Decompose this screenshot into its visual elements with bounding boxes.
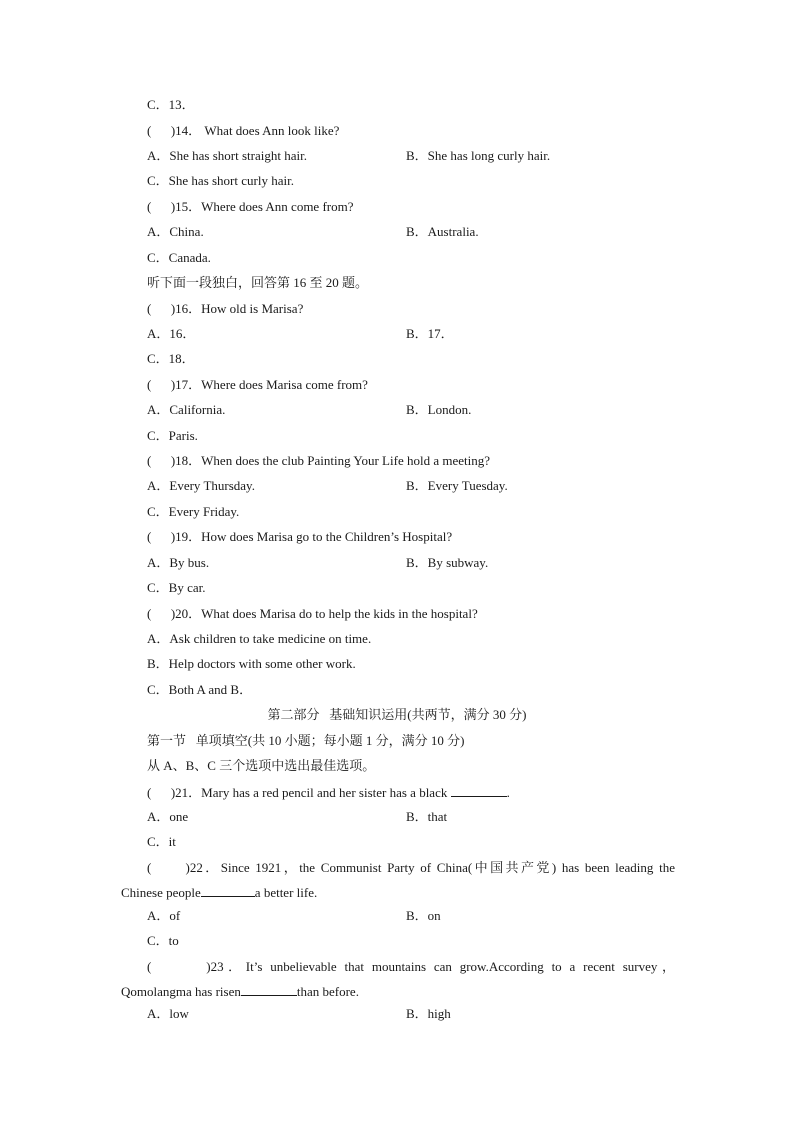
q15-stem: ( )15．Where does Ann come from? bbox=[147, 199, 354, 214]
q19-option-c: C．By car. bbox=[147, 580, 206, 595]
q18-option-b: B．Every Tuesday. bbox=[406, 478, 508, 493]
q20-option-c: C．Both A and B． bbox=[147, 682, 253, 697]
q15-option-a: A．China. bbox=[147, 224, 204, 239]
q22-stem-line2-text: Chinese people bbox=[121, 885, 201, 900]
section-one-title: 第一节 单项填空(共 10 小题；每小题 1 分，满分 10 分) bbox=[147, 733, 465, 748]
q22-stem-line2 bbox=[121, 884, 317, 901]
q23-stem-line2-text: Qomolangma has risen bbox=[121, 984, 241, 999]
q18-option-a: A．Every Thursday. bbox=[147, 478, 255, 493]
q13-option-c: C．13． bbox=[147, 97, 195, 112]
q15-option-c: C．Canada. bbox=[147, 250, 211, 265]
q22-stem-line1: ( )22．Since 1921，the Communist Party of China(中国共产党) has been leading the bbox=[147, 860, 675, 875]
q20-option-a: A．Ask children to take medicine on time. bbox=[147, 631, 372, 646]
q21-option-c: C．it bbox=[147, 834, 176, 849]
q21-option-b: B．that bbox=[406, 809, 448, 824]
q21-stem bbox=[147, 784, 510, 801]
q20-option-b: B．Help doctors with some other work. bbox=[147, 656, 356, 671]
q17-option-b: B．London. bbox=[406, 402, 472, 417]
part-two-title: 第二部分 基础知识运用(共两节，满分 30 分) bbox=[267, 707, 527, 722]
q14-option-a: A．She has short straight hair. bbox=[147, 148, 307, 163]
q21-option-a: A．one bbox=[147, 809, 189, 824]
q23-option-a: A．low bbox=[147, 1006, 189, 1021]
monologue-instruction: 听下面一段独白，回答第 16 至 20 题。 bbox=[147, 275, 369, 290]
q22-option-b: B．on bbox=[406, 908, 441, 923]
q19-option-b: B．By subway. bbox=[406, 555, 489, 570]
section-one-instruction: 从 A、B、C 三个选项中选出最佳选项。 bbox=[147, 758, 376, 773]
q22-answer-blank bbox=[201, 884, 255, 897]
q23-answer-blank bbox=[241, 983, 297, 996]
q14-option-b: B．She has long curly hair. bbox=[406, 148, 551, 163]
q19-stem: ( )19．How does Marisa go to the Children’s Hospital? bbox=[147, 529, 453, 544]
q22-option-c: C．to bbox=[147, 933, 179, 948]
q14-stem: ( )14． What does Ann look like? bbox=[147, 123, 340, 138]
q22-stem-line2-end: a better life. bbox=[254, 885, 318, 900]
q23-stem-line2-end: than before. bbox=[296, 984, 359, 999]
q20-stem: ( )20．What does Marisa do to help the kids in the hospital? bbox=[147, 606, 478, 621]
q16-stem: ( )16．How old is Marisa? bbox=[147, 301, 304, 316]
q16-option-a: A．16． bbox=[147, 326, 196, 341]
q21-answer-blank bbox=[451, 784, 507, 797]
q23-stem-line2 bbox=[121, 983, 359, 1000]
q21-stem-end: . bbox=[506, 785, 510, 800]
q18-option-c: C．Every Friday. bbox=[147, 504, 240, 519]
q21-stem-text: ( )21．Mary has a red pencil and her sister has a black bbox=[147, 785, 448, 800]
q17-option-a: A．California. bbox=[147, 402, 226, 417]
q23-stem-line1: ( )23．It’s unbelievable that mountains can grow.According to a recent survey， bbox=[147, 959, 675, 974]
q17-option-c: C．Paris. bbox=[147, 428, 198, 443]
q17-stem: ( )17．Where does Marisa come from? bbox=[147, 377, 368, 392]
q23-option-b: B．high bbox=[406, 1006, 451, 1021]
q15-option-b: B．Australia. bbox=[406, 224, 479, 239]
q22-option-a: A．of bbox=[147, 908, 181, 923]
q19-option-a: A．By bus. bbox=[147, 555, 210, 570]
q18-stem: ( )18．When does the club Painting Your Life hold a meeting? bbox=[147, 453, 490, 468]
q16-option-b: B．17． bbox=[406, 326, 454, 341]
q16-option-c: C．18． bbox=[147, 351, 195, 366]
q14-option-c: C．She has short curly hair. bbox=[147, 173, 294, 188]
